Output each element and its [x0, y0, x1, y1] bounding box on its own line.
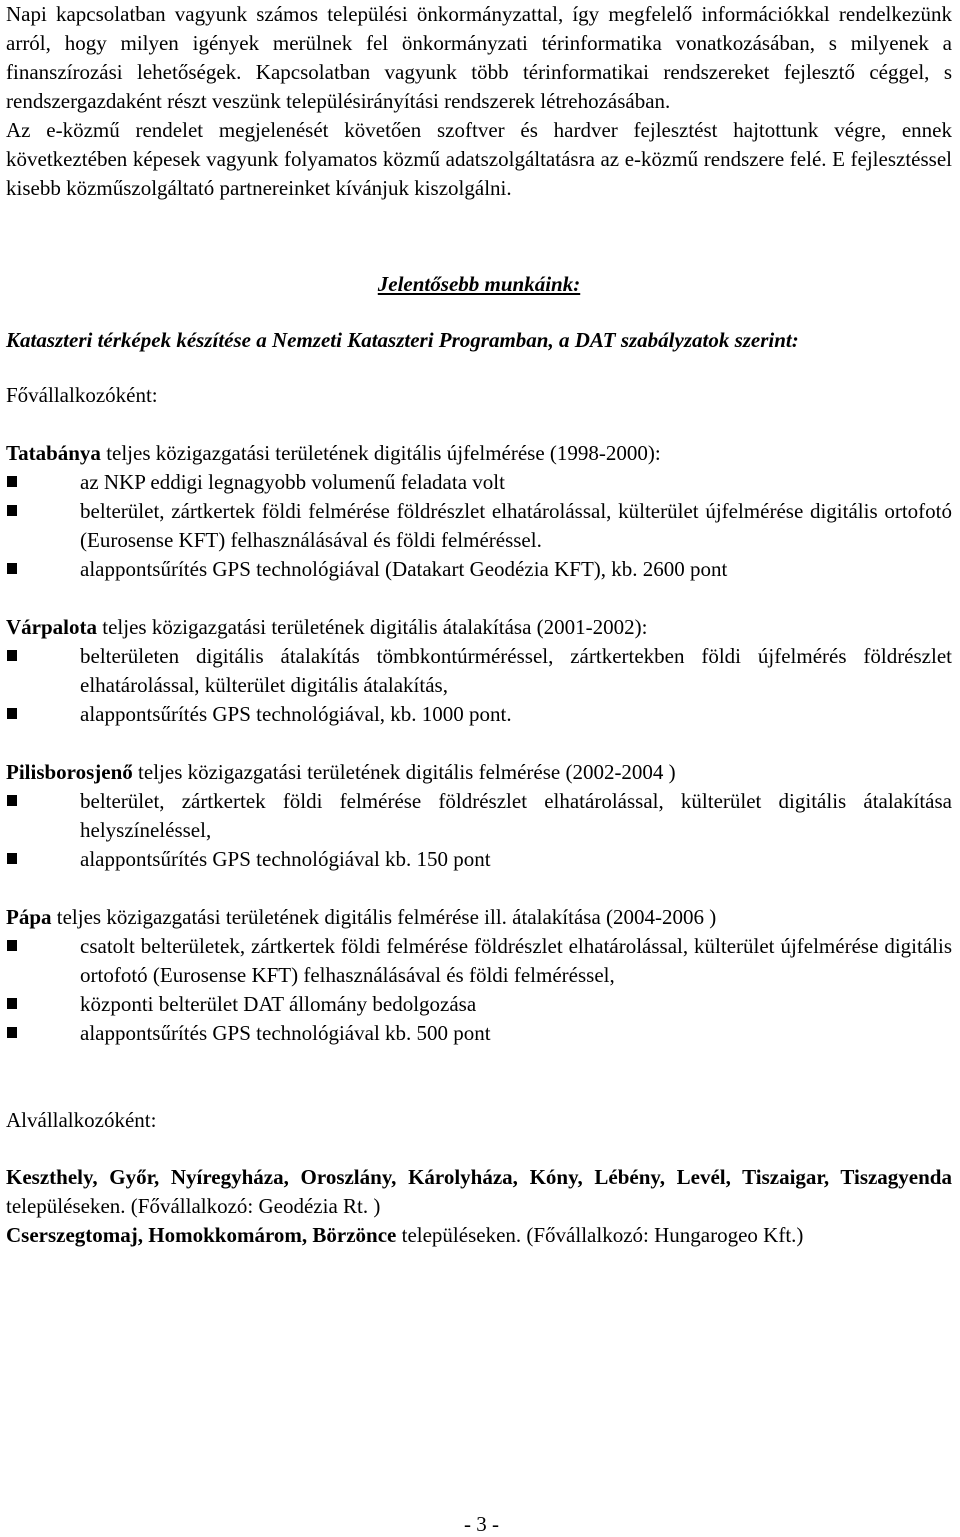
bullet-square-icon [7, 795, 17, 806]
bullet-square-icon [7, 1027, 17, 1038]
list-item-text: csatolt belterületek, zártkertek földi felmérése földrészlet elhatárolással, külterület újfelmérése digitális ortofotó (Eurosense KFT) felhasználásával és földi felméréssel, [80, 934, 952, 987]
section-subheading: Kataszteri térképek készítése a Nemzeti Kataszteri Programban, a DAT szabályzatok szerint: [6, 328, 799, 352]
project-place: Várpalota [6, 615, 97, 639]
project-block-pilisborosjeno [6, 758, 952, 874]
project-place: Pápa [6, 905, 52, 929]
list-item-text: alappontsűrítés GPS technológiával (Datakart Geodézia KFT), kb. 2600 pont [80, 557, 728, 581]
project-items [6, 642, 952, 729]
list-item-text: belterületen digitális átalakítás tömbkontúrméréssel, zártkertekben földi újfelmérés földrészlet elhatárolással, külterület digitális átalakítás, [80, 644, 952, 697]
bullet-square-icon [7, 563, 17, 574]
list-item [6, 1019, 952, 1048]
subcontractor-label: Alvállalkozóként: [6, 1108, 157, 1132]
bullet-square-icon [7, 853, 17, 864]
bullet-square-icon [7, 708, 17, 719]
bullet-square-icon [7, 998, 17, 1009]
list-item [6, 700, 952, 729]
project-block-papa [6, 903, 952, 1048]
document-page [6, 0, 952, 1250]
list-item-text: alappontsűrítés GPS technológiával, kb. 1000 pont. [80, 702, 512, 726]
list-item [6, 787, 952, 845]
list-item-text: az NKP eddigi legnagyobb volumenű feladata volt [80, 470, 505, 494]
subcontract-rest: településeken. (Fővállalkozó: Hungarogeo Kft.) [396, 1223, 804, 1247]
bullet-square-icon [7, 940, 17, 951]
project-place: Tatabánya [6, 441, 101, 465]
project-title [6, 758, 952, 787]
bullet-square-icon [7, 476, 17, 487]
main-contractor-label: Fővállalkozóként: [6, 383, 158, 407]
list-item [6, 555, 952, 584]
project-description: teljes közigazgatási területének digitális átalakítása (2001-2002): [97, 615, 648, 639]
project-description: teljes közigazgatási területének digitális újfelmérése (1998-2000): [100, 441, 661, 465]
subcontract-line-2 [6, 1221, 952, 1250]
project-title [6, 439, 952, 468]
list-item [6, 497, 952, 555]
project-items [6, 787, 952, 874]
intro-paragraph-2: Az e-közmű rendelet megjelenését követően szoftver és hardver fejlesztést hajtottunk végre, ennek következtében képesek vagyunk folyamatos közmű adatszolgáltatásra az e-közmű rendszere felé. E fejlesztéssel kisebb közműszolgáltató partnereinket kívánjuk kiszolgálni. [6, 118, 952, 200]
list-item [6, 932, 952, 990]
project-title [6, 903, 952, 932]
subcontract-places: Keszthely, Győr, Nyíregyháza, Oroszlány, Károlyháza, Kóny, Lébény, Levél, Tiszaigar, Tiszagyenda [6, 1165, 952, 1189]
section-heading: Jelentősebb munkáink: [377, 272, 581, 296]
list-item-text: belterület, zártkertek földi felmérése földrészlet elhatárolással, külterület digitális átalakítása helyszíneléssel, [80, 789, 952, 842]
project-title [6, 613, 952, 642]
list-item-text: alappontsűrítés GPS technológiával kb. 150 pont [80, 847, 491, 871]
project-description: teljes közigazgatási területének digitális felmérése ill. átalakítása (2004-2006 ) [51, 905, 717, 929]
bullet-square-icon [7, 505, 17, 516]
project-description: teljes közigazgatási területének digitális felmérése (2002-2004 ) [132, 760, 676, 784]
list-item [6, 990, 952, 1019]
subcontract-places: Cserszegtomaj, Homokkomárom, Börzönce [6, 1223, 397, 1247]
list-item [6, 845, 952, 874]
subcontract-line-1 [6, 1163, 952, 1221]
project-items [6, 932, 952, 1048]
project-place: Pilisborosjenő [6, 760, 133, 784]
page-number: - 3 - [464, 1512, 499, 1536]
list-item-text: központi belterület DAT állomány bedolgozása [80, 992, 477, 1016]
project-items [6, 468, 952, 584]
list-item [6, 642, 952, 700]
project-block-tatabanya [6, 439, 952, 584]
list-item [6, 468, 952, 497]
project-block-varpalota [6, 613, 952, 729]
bullet-square-icon [7, 650, 17, 661]
intro-paragraph-1: Napi kapcsolatban vagyunk számos települési önkormányzattal, így megfelelő információkkal rendelkezünk arról, hogy milyen igények merülnek fel önkormányzati térinformatika vonatkozásában, s milyenek a finanszírozási lehetőségek. Kapcsolatban vagyunk több térinformatikai rendszereket fejlesztő céggel, s rendszergazdaként részt veszünk településirányítási rendszerek létrehozásában. [6, 2, 952, 113]
subcontract-rest: településeken. (Fővállalkozó: Geodézia Rt. ) [6, 1194, 381, 1218]
list-item-text: alappontsűrítés GPS technológiával kb. 500 pont [80, 1021, 491, 1045]
list-item-text: belterület, zártkertek földi felmérése földrészlet elhatárolással, külterület újfelmérése digitális ortofotó (Eurosense KFT) felhasználásával és földi felméréssel. [80, 499, 952, 552]
